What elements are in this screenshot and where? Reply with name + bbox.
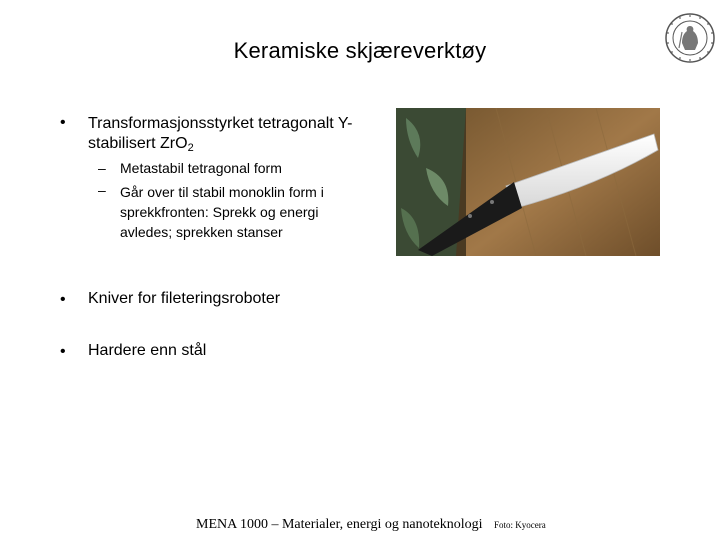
- sub-bullet-text: Metastabil tetragonal form: [120, 160, 282, 176]
- sub-bullet-marker: –: [98, 160, 106, 176]
- bullet-marker: •: [60, 291, 66, 308]
- bullet-marker: •: [60, 343, 66, 360]
- slide-title: Keramiske skjæreverktøy: [233, 38, 487, 63]
- footer-text: MENA 1000 – Materialer, energi og nanoteknologi: [196, 517, 483, 532]
- university-seal-icon: [664, 12, 716, 64]
- photo-credit: Foto: Kyocera: [494, 520, 546, 530]
- bullet-text-robots: Kniver for fileteringsroboter: [88, 290, 281, 307]
- sub-bullet-marker: –: [98, 182, 106, 198]
- sub-bullet-text: Går over til stabil monoklin form i sprekkfronten: Sprekk og energi avledes; sprekken stanser: [120, 184, 324, 240]
- bullet-text-harder: Hardere enn stål: [88, 342, 207, 359]
- bullet-text-zirconia: Transformasjonsstyrket tetragonalt Y-stabilisert ZrO$_2$: [88, 115, 353, 154]
- ceramic-knife-photo: [396, 108, 660, 256]
- bullet-marker: •: [60, 114, 66, 131]
- subscript: 2: [187, 142, 194, 154]
